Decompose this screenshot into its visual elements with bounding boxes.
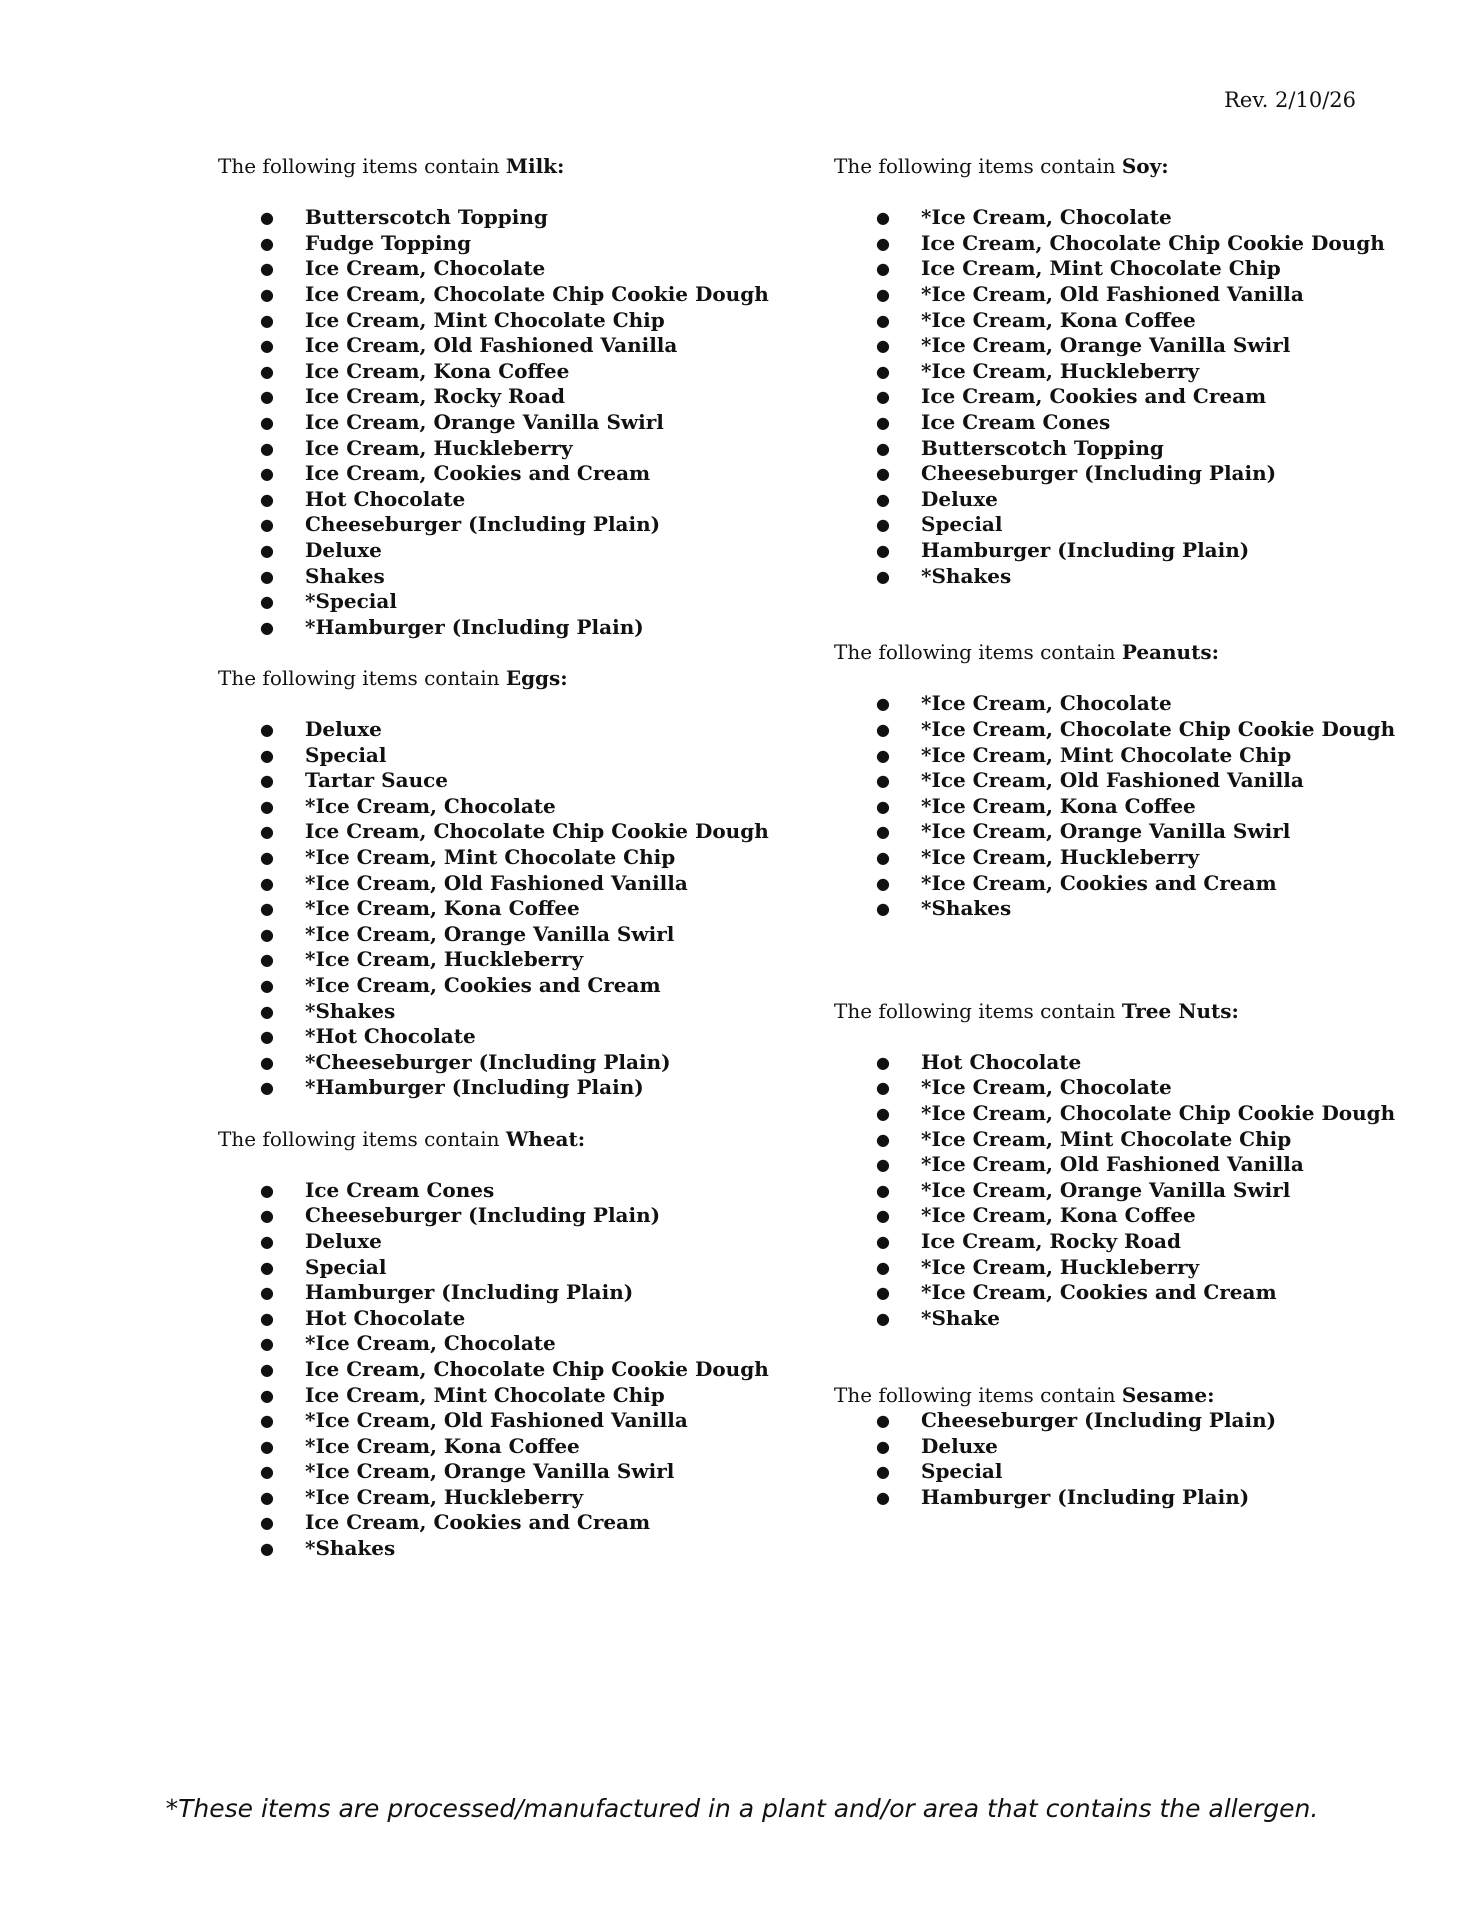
bullet-icon: ●	[876, 412, 890, 432]
allergen-name: Milk:	[505, 154, 565, 178]
bullet-icon: ●	[876, 848, 890, 868]
item-text: *Ice Cream, Kona Coffee	[921, 307, 1196, 332]
list-item	[218, 896, 808, 922]
item-text: *Ice Cream, Chocolate	[921, 1075, 1172, 1100]
item-text: Ice Cream, Cookies and Cream	[305, 461, 651, 486]
item-text: Ice Cream, Chocolate	[305, 256, 546, 281]
bullet-icon: ●	[260, 233, 274, 253]
bullet-icon: ●	[260, 1308, 274, 1328]
list-item	[834, 1459, 1434, 1485]
list-item	[218, 973, 808, 999]
list-item	[834, 1050, 1434, 1076]
bullet-icon: ●	[876, 515, 890, 535]
item-text: *Hot Chocolate	[305, 1024, 476, 1049]
list-item	[218, 231, 808, 257]
item-text: *Ice Cream, Huckleberry	[305, 1484, 584, 1509]
list-item	[218, 768, 808, 794]
list-item	[218, 819, 808, 845]
list-item	[834, 1255, 1434, 1281]
item-text: *Ice Cream, Chocolate	[921, 205, 1172, 230]
bullet-icon: ●	[876, 1308, 890, 1328]
list-item	[218, 1203, 808, 1229]
item-text: Hot Chocolate	[921, 1049, 1082, 1074]
item-text: Cheeseburger (Including Plain)	[305, 1203, 661, 1228]
bullet-icon: ●	[876, 310, 890, 330]
list-item	[218, 1050, 808, 1076]
bullet-icon: ●	[876, 489, 890, 509]
list-item	[218, 1331, 808, 1357]
item-text: Ice Cream, Kona Coffee	[305, 358, 570, 383]
item-text: Ice Cream, Rocky Road	[921, 1228, 1181, 1253]
list-item	[834, 794, 1434, 820]
section-milk	[218, 154, 808, 640]
item-text: *Ice Cream, Orange Vanilla Swirl	[921, 333, 1291, 358]
item-text: *Ice Cream, Old Fashioned Vanilla	[305, 870, 688, 895]
revision-date: Rev. 2/10/26	[1224, 88, 1356, 112]
item-text: *Ice Cream, Old Fashioned Vanilla	[305, 1408, 688, 1433]
list-item	[834, 1280, 1434, 1306]
item-text: *Ice Cream, Huckleberry	[921, 358, 1200, 383]
list-item	[218, 1485, 808, 1511]
bullet-icon: ●	[260, 1385, 274, 1405]
bullet-icon: ●	[876, 694, 890, 714]
item-text: Ice Cream Cones	[305, 1177, 495, 1202]
bullet-icon: ●	[260, 745, 274, 765]
heading-prefix: The following items contain	[834, 998, 1122, 1023]
item-text: *Ice Cream, Cookies and Cream	[921, 870, 1277, 895]
bullet-icon: ●	[876, 1180, 890, 1200]
bullet-icon: ●	[260, 950, 274, 970]
item-text: *Shakes	[921, 896, 1012, 921]
bullet-icon: ●	[260, 361, 274, 381]
list-item	[834, 384, 1434, 410]
list-item	[218, 1459, 808, 1485]
bullet-icon: ●	[876, 1103, 890, 1123]
bullet-icon: ●	[876, 720, 890, 740]
item-list	[834, 1050, 1434, 1332]
item-text: Hamburger (Including Plain)	[921, 1484, 1250, 1509]
section-tree-nuts	[834, 999, 1434, 1332]
heading-prefix: The following items contain	[218, 665, 506, 690]
bullet-icon: ●	[260, 771, 274, 791]
list-item	[834, 1178, 1434, 1204]
item-text: Ice Cream Cones	[921, 409, 1111, 434]
item-text: *Hamburger (Including Plain)	[305, 614, 644, 639]
item-text: Deluxe	[921, 1433, 998, 1458]
item-text: *Ice Cream, Old Fashioned Vanilla	[921, 1152, 1304, 1177]
bullet-icon: ●	[876, 1257, 890, 1277]
list-item	[218, 564, 808, 590]
footnote: *These items are processed/manufactured in a plant and/or area that contains the allergen.	[165, 1794, 1319, 1823]
bullet-icon: ●	[260, 1027, 274, 1047]
item-text: Special	[921, 512, 1003, 537]
item-text: *Ice Cream, Chocolate Chip Cookie Dough	[921, 1100, 1396, 1125]
list-item	[218, 794, 808, 820]
item-text: Hot Chocolate	[305, 1305, 466, 1330]
item-text: Cheeseburger (Including Plain)	[305, 512, 661, 537]
bullet-icon: ●	[260, 284, 274, 304]
item-text: *Ice Cream, Chocolate	[305, 1331, 556, 1356]
list-item	[834, 1434, 1434, 1460]
allergen-name: Peanuts:	[1121, 640, 1219, 665]
item-text: Hamburger (Including Plain)	[921, 537, 1250, 562]
item-text: *Ice Cream, Orange Vanilla Swirl	[305, 921, 675, 946]
bullet-icon: ●	[876, 566, 890, 586]
item-text: Special	[305, 1254, 387, 1279]
bullet-icon: ●	[876, 1283, 890, 1303]
list-item	[834, 1203, 1434, 1229]
list-item	[834, 308, 1434, 334]
section-heading	[834, 640, 1434, 666]
list-item	[218, 1280, 808, 1306]
list-item	[218, 1510, 808, 1536]
list-item	[218, 359, 808, 385]
bullet-icon: ●	[876, 1462, 890, 1482]
item-text: Hot Chocolate	[305, 486, 466, 511]
list-item	[218, 743, 808, 769]
list-item	[834, 538, 1434, 564]
bullet-icon: ●	[260, 1257, 274, 1277]
bullet-icon: ●	[876, 284, 890, 304]
list-item	[834, 256, 1434, 282]
list-item	[218, 1024, 808, 1050]
bullet-icon: ●	[260, 1180, 274, 1200]
bullet-icon: ●	[876, 1052, 890, 1072]
bullet-icon: ●	[260, 848, 274, 868]
list-item	[218, 308, 808, 334]
bullet-icon: ●	[260, 1052, 274, 1072]
allergen-name: Soy:	[1121, 154, 1169, 178]
section-heading	[834, 154, 1434, 180]
bullet-icon: ●	[876, 1487, 890, 1507]
list-item	[218, 922, 808, 948]
list-item	[834, 717, 1434, 743]
heading-prefix: The following items contain	[834, 154, 1122, 178]
bullet-icon: ●	[260, 1487, 274, 1507]
item-text: *Ice Cream, Huckleberry	[921, 1254, 1200, 1279]
item-list	[834, 205, 1434, 589]
left-column	[218, 154, 808, 1562]
list-item	[834, 1127, 1434, 1153]
item-text: Shakes	[305, 563, 385, 588]
bullet-icon: ●	[260, 1078, 274, 1098]
item-text: Ice Cream, Chocolate Chip Cookie Dough	[305, 819, 769, 844]
item-text: *Ice Cream, Old Fashioned Vanilla	[921, 281, 1304, 306]
item-text: *Ice Cream, Orange Vanilla Swirl	[921, 819, 1291, 844]
bullet-icon: ●	[260, 438, 274, 458]
item-text: *Ice Cream, Huckleberry	[921, 845, 1200, 870]
item-text: *Shakes	[921, 563, 1012, 588]
list-item	[834, 333, 1434, 359]
list-item	[218, 999, 808, 1025]
list-item	[834, 1229, 1434, 1255]
item-text: *Ice Cream, Chocolate Chip Cookie Dough	[921, 717, 1396, 742]
list-item	[834, 436, 1434, 462]
bullet-icon: ●	[260, 1436, 274, 1456]
bullet-icon: ●	[260, 617, 274, 637]
list-item	[218, 282, 808, 308]
bullet-icon: ●	[260, 1411, 274, 1431]
heading-prefix: The following items contain	[218, 154, 506, 178]
item-text: Ice Cream, Chocolate Chip Cookie Dough	[305, 281, 769, 306]
bullet-icon: ●	[260, 976, 274, 995]
bullet-icon: ●	[876, 1078, 890, 1098]
list-item	[834, 205, 1434, 231]
item-text: Special	[305, 742, 387, 767]
list-item	[834, 819, 1434, 845]
section-heading	[834, 1383, 1434, 1409]
bullet-icon: ●	[876, 796, 890, 816]
item-text: *Special	[305, 589, 397, 614]
item-text: Special	[921, 1459, 1003, 1484]
item-text: Ice Cream, Old Fashioned Vanilla	[305, 333, 678, 358]
section-heading	[218, 154, 808, 180]
bullet-icon: ●	[260, 464, 274, 484]
item-text: *Ice Cream, Mint Chocolate Chip	[921, 742, 1292, 767]
item-text: *Ice Cream, Cookies and Cream	[921, 1280, 1277, 1305]
bullet-icon: ●	[260, 1206, 274, 1226]
bullet-icon: ●	[260, 515, 274, 535]
bullet-icon: ●	[260, 1001, 274, 1021]
bullet-icon: ●	[260, 310, 274, 330]
item-text: Hamburger (Including Plain)	[305, 1280, 634, 1305]
item-text: Tartar Sauce	[305, 768, 449, 793]
list-item	[834, 743, 1434, 769]
list-item	[218, 1306, 808, 1332]
item-text: *Ice Cream, Kona Coffee	[921, 1203, 1196, 1228]
bullet-icon: ●	[260, 1462, 274, 1482]
list-item	[218, 947, 808, 973]
heading-prefix: The following items contain	[218, 1126, 506, 1151]
item-text: Ice Cream, Rocky Road	[305, 384, 565, 409]
list-item	[834, 564, 1434, 590]
section-heading	[218, 666, 808, 692]
list-item	[834, 871, 1434, 897]
item-text: Deluxe	[305, 717, 382, 742]
list-item	[834, 461, 1434, 487]
list-item	[218, 871, 808, 897]
allergen-name: Sesame:	[1121, 1382, 1215, 1407]
bullet-icon: ●	[260, 259, 274, 279]
bullet-icon: ●	[260, 489, 274, 509]
list-item	[834, 359, 1434, 385]
item-text: *Ice Cream, Cookies and Cream	[305, 973, 661, 997]
heading-prefix: The following items contain	[834, 640, 1122, 665]
bullet-icon: ●	[876, 1129, 890, 1149]
bullet-icon: ●	[260, 566, 274, 586]
item-text: Deluxe	[921, 486, 998, 511]
item-text: *Hamburger (Including Plain)	[305, 1075, 644, 1100]
bullet-icon: ●	[876, 438, 890, 458]
list-item	[834, 282, 1434, 308]
item-text: Ice Cream, Cookies and Cream	[921, 384, 1267, 409]
item-text: Ice Cream, Orange Vanilla Swirl	[305, 409, 664, 434]
bullet-icon: ●	[260, 540, 274, 560]
item-text: Deluxe	[305, 1228, 382, 1253]
bullet-icon: ●	[876, 822, 890, 842]
item-text: Ice Cream, Huckleberry	[305, 435, 573, 460]
item-text: Ice Cream, Chocolate Chip Cookie Dough	[921, 230, 1385, 255]
item-text: Ice Cream, Chocolate Chip Cookie Dough	[305, 1356, 769, 1381]
list-item	[218, 333, 808, 359]
bullet-icon: ●	[876, 873, 890, 893]
item-text: *Ice Cream, Mint Chocolate Chip	[305, 845, 676, 870]
item-text: *Cheeseburger (Including Plain)	[305, 1049, 671, 1074]
item-text: Deluxe	[305, 537, 382, 562]
list-item	[834, 1152, 1434, 1178]
item-text: *Shakes	[305, 1536, 396, 1561]
item-text: *Ice Cream, Chocolate	[305, 793, 556, 818]
item-text: Fudge Topping	[305, 230, 472, 255]
bullet-icon: ●	[260, 924, 274, 944]
item-text: *Ice Cream, Old Fashioned Vanilla	[921, 768, 1304, 793]
section-eggs	[218, 666, 808, 1101]
bullet-icon: ●	[260, 899, 274, 919]
bullet-icon: ●	[876, 387, 890, 407]
bullet-icon: ●	[260, 387, 274, 407]
list-item	[218, 384, 808, 410]
list-item	[218, 410, 808, 436]
list-item	[834, 1306, 1434, 1332]
item-text: Ice Cream, Mint Chocolate Chip	[305, 307, 665, 332]
bullet-icon: ●	[260, 1539, 274, 1559]
list-item	[834, 845, 1434, 871]
item-text: *Shake	[921, 1305, 1000, 1330]
bullet-icon: ●	[876, 361, 890, 381]
list-item	[218, 1357, 808, 1383]
bullet-icon: ●	[260, 1283, 274, 1303]
list-item	[834, 410, 1434, 436]
list-item	[218, 205, 808, 231]
item-text: Ice Cream, Cookies and Cream	[305, 1510, 651, 1535]
item-list	[218, 717, 808, 1101]
bullet-icon: ●	[260, 208, 274, 228]
item-list	[218, 1178, 808, 1562]
section-soy	[834, 154, 1434, 589]
section-sesame	[834, 1383, 1434, 1511]
section-heading	[834, 999, 1434, 1025]
section-wheat	[218, 1127, 808, 1562]
list-item	[218, 1255, 808, 1281]
list-item	[834, 1485, 1434, 1511]
item-text: *Ice Cream, Kona Coffee	[305, 896, 580, 921]
item-list	[834, 691, 1434, 921]
bullet-icon: ●	[876, 540, 890, 560]
bullet-icon: ●	[876, 1155, 890, 1175]
list-item	[218, 845, 808, 871]
list-item	[218, 1178, 808, 1204]
item-text: Cheeseburger (Including Plain)	[921, 1408, 1277, 1433]
right-column	[834, 154, 1434, 1510]
item-text: *Ice Cream, Kona Coffee	[921, 793, 1196, 818]
bullet-icon: ●	[260, 1231, 274, 1251]
item-text: *Shakes	[305, 998, 396, 1023]
list-item	[834, 768, 1434, 794]
bullet-icon: ●	[876, 1231, 890, 1251]
list-item	[834, 1408, 1434, 1434]
allergen-name: Wheat:	[505, 1126, 586, 1151]
item-text: Ice Cream, Mint Chocolate Chip	[921, 256, 1281, 281]
bullet-icon: ●	[876, 464, 890, 484]
bullet-icon: ●	[260, 1334, 274, 1354]
list-item	[218, 512, 808, 538]
section-heading	[218, 1127, 808, 1153]
bullet-icon: ●	[260, 796, 274, 816]
item-text: *Ice Cream, Huckleberry	[305, 947, 584, 972]
item-text: *Ice Cream, Chocolate	[921, 691, 1172, 716]
bullet-icon: ●	[876, 208, 890, 228]
item-text: Cheeseburger (Including Plain)	[921, 461, 1277, 486]
list-item	[218, 589, 808, 615]
bullet-icon: ●	[876, 745, 890, 765]
item-list	[218, 205, 808, 640]
bullet-icon: ●	[260, 822, 274, 842]
bullet-icon: ●	[260, 412, 274, 432]
bullet-icon: ●	[260, 336, 274, 356]
section-peanuts	[834, 640, 1434, 922]
item-text: Butterscotch Topping	[305, 205, 548, 230]
list-item	[218, 1536, 808, 1562]
list-item	[218, 538, 808, 564]
list-item	[218, 487, 808, 513]
list-item	[218, 436, 808, 462]
item-text: Ice Cream, Mint Chocolate Chip	[305, 1382, 665, 1407]
item-text: *Ice Cream, Kona Coffee	[305, 1433, 580, 1458]
bullet-icon: ●	[260, 1359, 274, 1379]
list-item	[834, 487, 1434, 513]
item-text: *Ice Cream, Orange Vanilla Swirl	[305, 1459, 675, 1484]
bullet-icon: ●	[876, 259, 890, 279]
list-item	[218, 461, 808, 487]
list-item	[218, 1075, 808, 1101]
bullet-icon: ●	[260, 592, 274, 612]
list-item	[834, 1075, 1434, 1101]
list-item	[834, 691, 1434, 717]
bullet-icon: ●	[260, 720, 274, 740]
bullet-icon: ●	[260, 1513, 274, 1533]
list-item	[834, 1101, 1434, 1127]
list-item	[218, 256, 808, 282]
bullet-icon: ●	[876, 1206, 890, 1226]
bullet-icon: ●	[876, 899, 890, 919]
list-item	[218, 1383, 808, 1409]
list-item	[218, 1434, 808, 1460]
bullet-icon: ●	[260, 873, 274, 893]
item-text: *Ice Cream, Mint Chocolate Chip	[921, 1126, 1292, 1151]
bullet-icon: ●	[876, 233, 890, 253]
list-item	[218, 717, 808, 743]
list-item	[834, 231, 1434, 257]
list-item	[834, 896, 1434, 922]
list-item	[218, 615, 808, 641]
list-item	[834, 512, 1434, 538]
bullet-icon: ●	[876, 1411, 890, 1431]
item-text: Butterscotch Topping	[921, 435, 1164, 460]
bullet-icon: ●	[876, 771, 890, 791]
heading-prefix: The following items contain	[834, 1382, 1122, 1407]
list-item	[218, 1229, 808, 1255]
allergen-name: Tree Nuts:	[1121, 998, 1239, 1023]
allergen-name: Eggs:	[505, 665, 568, 690]
bullet-icon: ●	[876, 336, 890, 356]
bullet-icon: ●	[876, 1436, 890, 1456]
item-text: *Ice Cream, Orange Vanilla Swirl	[921, 1177, 1291, 1202]
list-item	[218, 1408, 808, 1434]
item-list	[834, 1408, 1434, 1510]
